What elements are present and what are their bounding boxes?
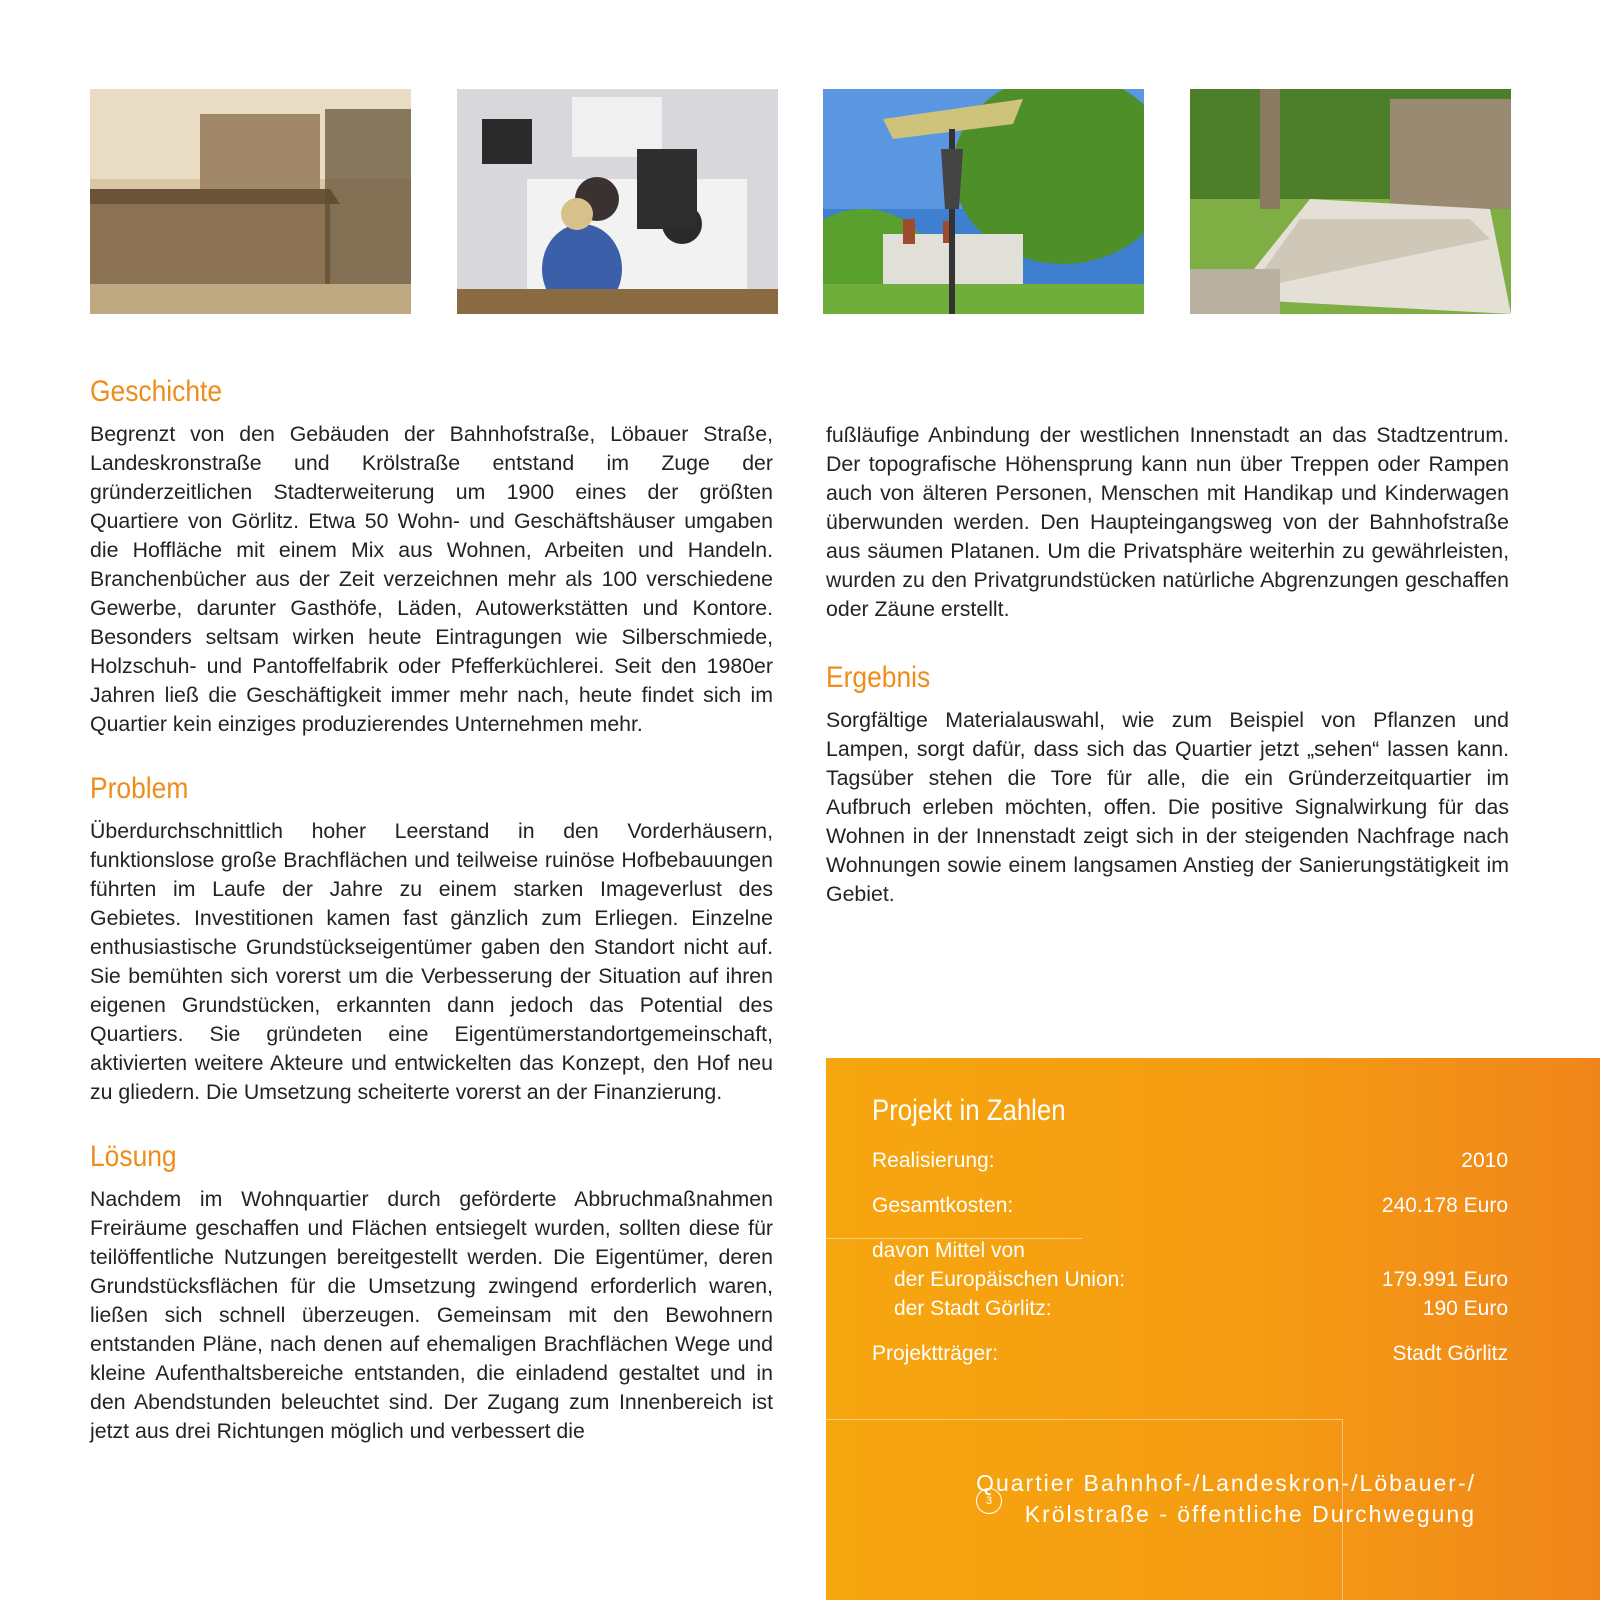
project-figures-box: [826, 1058, 1600, 1600]
value-stadt: 190 Euro: [1422, 1297, 1508, 1320]
value-realisierung: 2010: [1461, 1149, 1508, 1172]
value-eu: 179.991 Euro: [1381, 1268, 1508, 1291]
footer-title-line1: Quartier Bahnhof-/Landeskron-/Löbauer-/: [976, 1470, 1476, 1496]
label-stadt: der Stadt Görlitz:: [894, 1297, 1052, 1320]
photo-stairs-garden: [1190, 89, 1511, 314]
project-footer-title: [976, 1468, 1476, 1530]
row-projekttraeger: [872, 1339, 1508, 1368]
project-figures-title: Projekt in Zahlen: [872, 1094, 1066, 1127]
row-stadt: [872, 1294, 1508, 1323]
photo-meeting: [457, 89, 778, 314]
footer-title-line2: Krölstraße - öffentliche Durchwegung: [1024, 1501, 1476, 1527]
label-eu: der Europäischen Union:: [894, 1268, 1126, 1291]
label-realisierung: Realisierung:: [872, 1149, 995, 1172]
label-gesamtkosten: Gesamtkosten:: [872, 1194, 1014, 1217]
section-loesung: [90, 1137, 773, 1446]
heading-geschichte: Geschichte: [90, 375, 223, 408]
photo-old-building: [90, 89, 411, 314]
value-gesamtkosten: 240.178 Euro: [1381, 1194, 1508, 1217]
row-eu: [872, 1265, 1508, 1294]
left-column: [90, 372, 773, 1476]
text-problem: Überdurchschnittlich hoher Leerstand in den Vorderhäusern, funktionslose große Brachflächen und teilweise ruinöse Hofbebauungen führten im Laufe der Jahre zu einem starken Imageverlust des Gebietes. Investitionen kamen fast gänzlich zum Erliegen. Einzelne enthusiastische Grundstückseigentümer gaben den Standort nicht auf. Sie bemühten sich vorerst um die Verbesserung der Situation auf ihren eigenen Grundstücken, erkannten dann jedoch das Potential des Quartiers. Sie gründeten eine Eigentümerstandortgemeinschaft, aktivierten weitere Akteure und entwickelten das Konzept, den Hof neu zu gliedern. Die Umsetzung scheiterte vorerst an der Finanzierung.: [90, 819, 773, 1104]
text-loesung: Nachdem im Wohnquartier durch geförderte Abbruchmaßnahmen Freiräume geschaffen und Flächen entsiegelt wurden, sollten diese für teilöffentliche Nutzungen bereitgestellt werden. Die Eigentümer, deren Grundstücksflächen für die Umsetzung zwingend erforderlich waren, ließen sich schnell überzeugen. Gemeinsam mit den Bewohnern entstanden Pläne, nach denen auf ehemaligen Brachflächen Wege und kleine Aufenthaltsbereiche entstanden, die einladend gestaltet und in den Abendstunden beleuchtet sind. Der Zugang zum Innenbereich ist jetzt aus drei Richtungen möglich und verbessert die: [90, 1187, 773, 1443]
text-geschichte: Begrenzt von den Gebäuden der Bahnhofstraße, Löbauer Straße, Landeskronstraße und Krölstraße entstand im Zuge der gründerzeitlichen Stadterweiterung um 1900 eines der größten Quartiere von Görlitz. Etwa 50 Wohn- und Geschäftshäuser umgaben die Hoffläche mit einem Mix aus Wohnen, Arbeiten und Handeln. Branchenbücher aus der Zeit verzeichnen mehr als 100 verschiedene Gewerbe, darunter Gasthöfe, Läden, Autowerkstätten und Kontore. Besonders seltsam wirken heute Eintragungen wie Silberschmiede, Holzschuh- und Pantoffelfabrik oder Pfefferküchlerei. Seit den 1980er Jahren ließ die Geschäftigkeit immer mehr nach, heute findet sich im Quartier kein einziges produzierendes Unternehmen mehr.: [90, 422, 773, 736]
row-realisierung: [872, 1146, 1508, 1175]
text-ergebnis: Sorgfältige Materialauswahl, wie zum Beispiel von Pflanzen und Lampen, sorgt dafür, dass sich das Quartier jetzt „sehen“ lassen kann. Tagsüber stehen die Tore für alle, die ein Gründerzeitquartier im Aufbruch erleben möchten, offen. Die positive Signalwirkung für das Wohnen in der Innenstadt zeigt sich in der steigenden Nachfrage nach Wohnungen sowie einem langsamen Anstieg der Sanierungstätigkeit im Gebiet.: [826, 708, 1509, 906]
label-mittel: davon Mittel von: [872, 1239, 1025, 1262]
section-problem: [90, 769, 773, 1107]
page-number: 3: [976, 1488, 1002, 1514]
heading-problem: Problem: [90, 772, 189, 805]
value-projekttraeger: Stadt Görlitz: [1392, 1342, 1508, 1365]
row-mittel: [872, 1236, 1508, 1265]
text-loesung-continued: fußläufige Anbindung der westlichen Innenstadt an das Stadtzentrum. Der topografische Höhensprung kann nun über Treppen oder Rampen auch von älteren Personen, Menschen mit Handikap und Kinderwagen überwunden werden. Den Haupteingangsweg von der Bahnhofstraße aus säumen Platanen. Um die Privatsphäre weiterhin zu gewährleisten, wurden zu den Privatgrundstücken natürliche Abgrenzungen geschaffen oder Zäune erstellt.: [826, 423, 1509, 621]
section-geschichte: [90, 372, 773, 739]
photo-lamp-courtyard: [823, 89, 1144, 314]
row-gesamtkosten: [872, 1191, 1508, 1220]
heading-loesung: Lösung: [90, 1140, 177, 1173]
heading-ergebnis: Ergebnis: [826, 661, 931, 694]
label-projekttraeger: Projektträger:: [872, 1342, 999, 1365]
right-column: [826, 421, 1509, 909]
